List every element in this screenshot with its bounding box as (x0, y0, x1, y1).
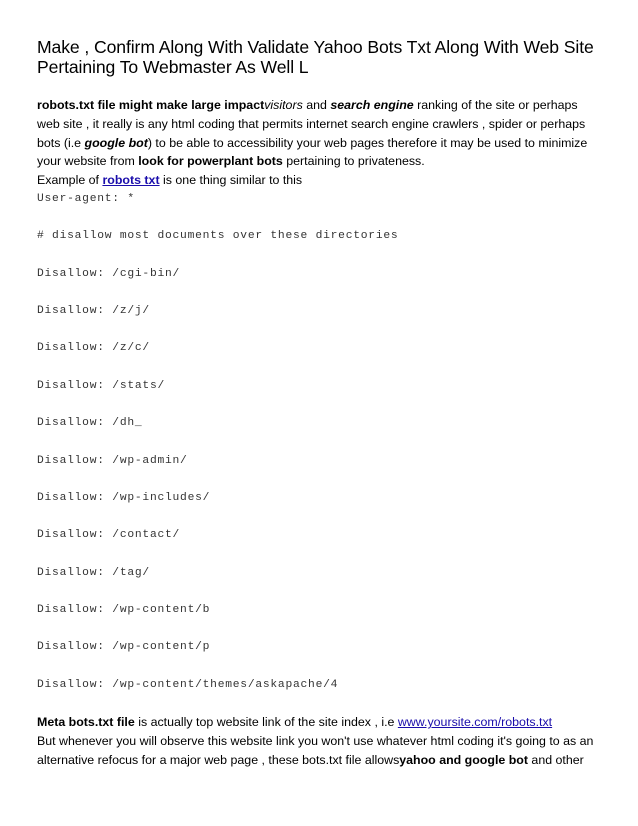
meta-text-2: But whenever you will observe this website link you won't use whatever html coding it's going to as an alternative refocus for a major web page , these bots.txt file allows (37, 734, 594, 767)
example-before: Example of (37, 173, 103, 188)
meta-text-3: and other (527, 752, 584, 767)
intro-bold-italic-search-engine: search engine (330, 98, 414, 112)
meta-text-1: is actually top website link of the site index , i.e (134, 715, 398, 730)
code-line: Disallow: /wp-includes/ (37, 491, 211, 504)
code-comment: # disallow most documents over these directories (37, 230, 399, 243)
example-after: is one thing similar to this (159, 173, 303, 188)
intro-text-4: pertaining to privateness. (282, 154, 425, 169)
robots-url-link[interactable]: www.yoursite.com/robots.txt (397, 715, 553, 730)
code-line: Disallow: /wp-admin/ (37, 454, 188, 467)
intro-italic-visitors: visitors (264, 98, 303, 112)
code-line: Disallow: /wp-content/b (37, 604, 211, 617)
code-line: Disallow: /cgi-bin/ (37, 267, 181, 280)
robots-code-block (37, 190, 603, 713)
code-line: Disallow: /z/c/ (37, 342, 150, 355)
intro-paragraph (37, 96, 603, 171)
code-line: Disallow: /stats/ (37, 379, 165, 392)
meta-bold-bots: yahoo and google bot (399, 752, 528, 767)
code-line: Disallow: /contact/ (37, 529, 181, 542)
document-page (37, 38, 603, 770)
code-line: Disallow: /wp-content/themes/askapache/4 (37, 678, 339, 691)
code-line: Disallow: /dh_ (37, 417, 143, 430)
intro-text-1: and (302, 98, 331, 112)
code-user-agent: User-agent: * (37, 192, 135, 205)
intro-bold-powerplant-bots: look for powerplant bots (138, 154, 283, 169)
intro-bold-robots: robots.txt file might make large impact (37, 98, 265, 112)
meta-bold-title: Meta bots.txt file (37, 715, 135, 730)
meta-paragraph (37, 713, 603, 769)
code-line: Disallow: /z/j/ (37, 305, 150, 318)
intro-text-2: ranking of the site or perhaps web site , it really is any html coding that permits internet search engine crawlers , spider or perhaps bots (i.e (37, 98, 586, 150)
code-line: Disallow: /wp-content/p (37, 641, 211, 654)
code-line: Disallow: /tag/ (37, 566, 150, 579)
intro-bold-italic-google-bot: google bot (84, 135, 148, 150)
intro-text-3: ) to be able to accessibility your web pages therefore it may be used to minimize your website from (37, 135, 588, 169)
page-title: Make , Confirm Along With Validate Yahoo Bots Txt Along With Web Site Pertaining To Webmaster As Well L (37, 37, 594, 77)
robots-txt-link[interactable]: robots txt (102, 173, 160, 188)
example-line (37, 171, 603, 190)
